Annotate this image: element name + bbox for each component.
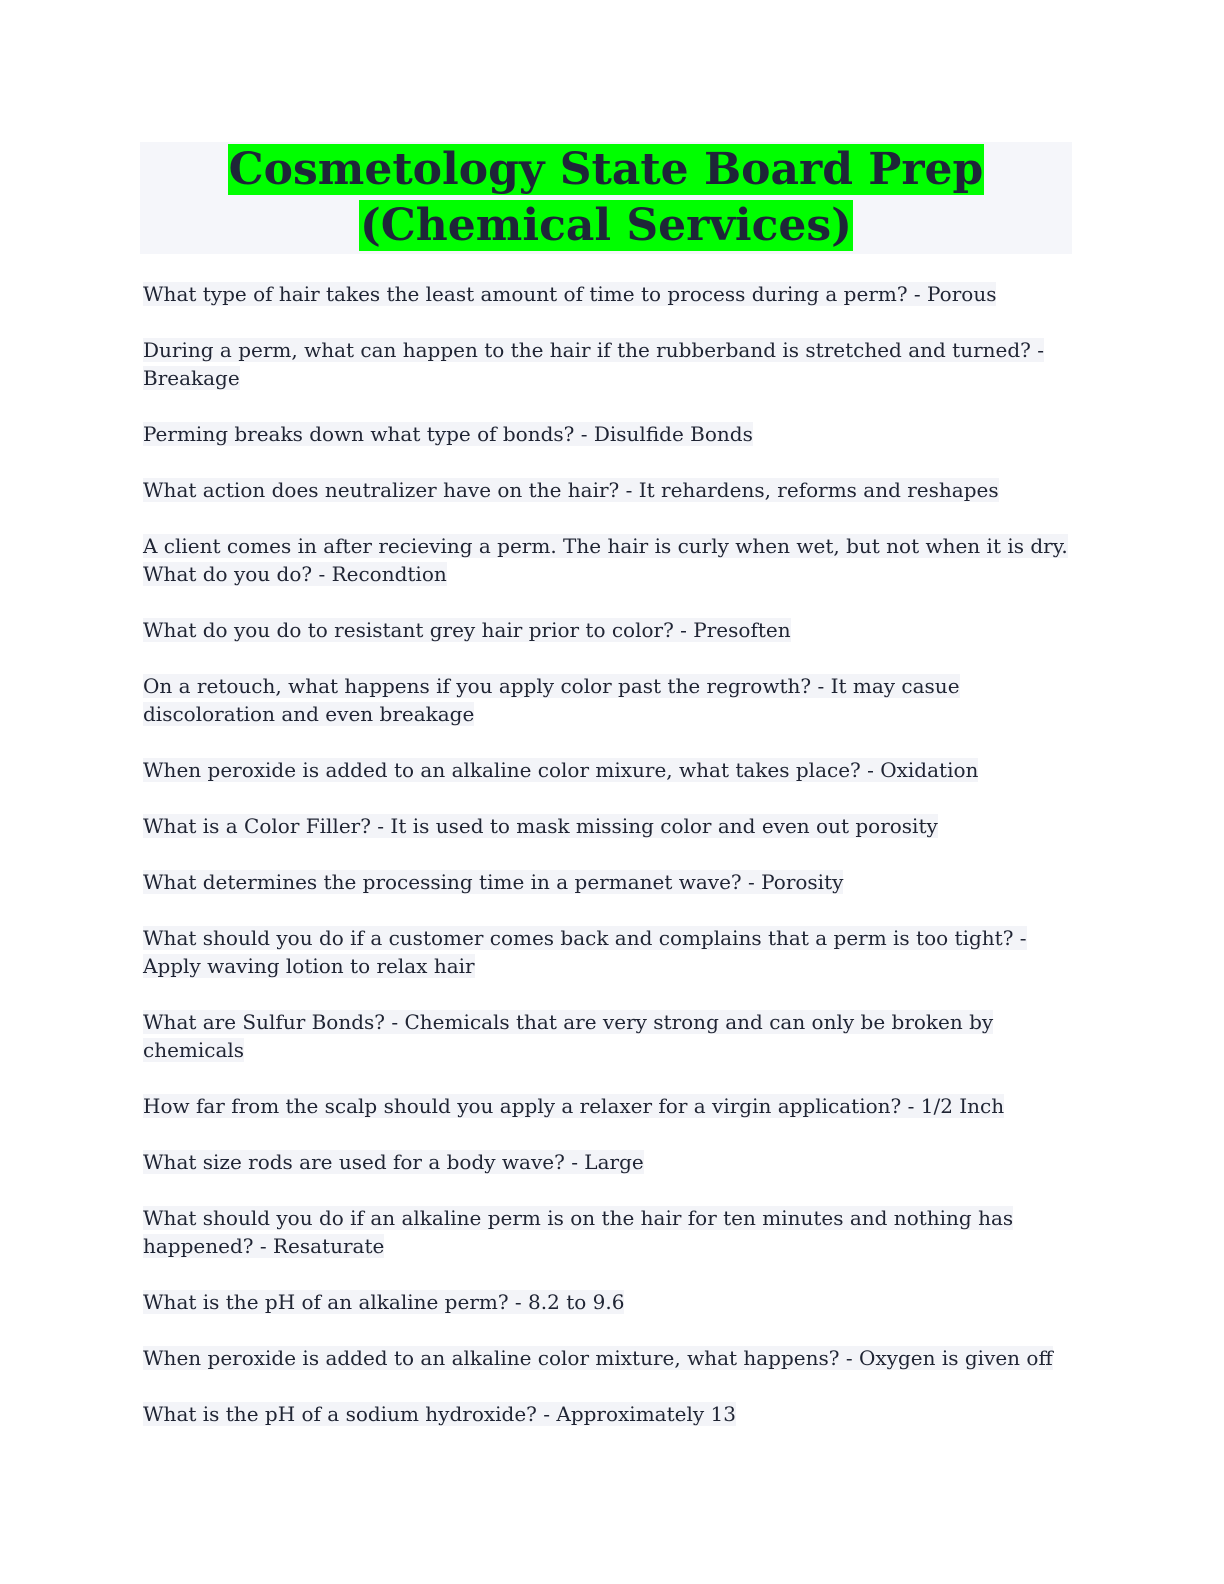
qa-text: A client comes in after recieving a perm. The hair is curly when wet, but not when it is dry. What do you do? - Recondtion: [143, 534, 1068, 586]
qa-item: [143, 476, 1073, 504]
qa-item: [143, 1204, 1073, 1260]
qa-text: What type of hair takes the least amount of time to process during a perm? - Porous: [143, 282, 997, 306]
qa-item: [143, 1400, 1073, 1428]
qa-item: [143, 420, 1073, 448]
qa-item: [143, 1148, 1073, 1176]
qa-item: [143, 1008, 1073, 1064]
qa-text: What is a Color Filler? - It is used to mask missing color and even out porosity: [143, 814, 938, 838]
qa-item: [143, 868, 1073, 896]
qa-item: [143, 924, 1073, 980]
qa-item: [143, 616, 1073, 644]
qa-item: [143, 336, 1073, 392]
qa-text: What is the pH of an alkaline perm? - 8.2 to 9.6: [143, 1290, 625, 1314]
qa-text: What size rods are used for a body wave? - Large: [143, 1150, 644, 1174]
qa-text: What do you do to resistant grey hair prior to color? - Presoften: [143, 618, 791, 642]
qa-item: [143, 280, 1073, 308]
document-title: Cosmetology State Board Prep (Chemical Services): [228, 144, 984, 251]
qa-item: [143, 812, 1073, 840]
qa-text: What action does neutralizer have on the hair? - It rehardens, reforms and reshapes: [143, 478, 999, 502]
qa-text: When peroxide is added to an alkaline color mixture, what happens? - Oxygen is given off: [143, 1346, 1053, 1370]
qa-text: What should you do if a customer comes back and complains that a perm is too tight? - Apply waving lotion to relax hair: [143, 926, 1027, 978]
qa-text: What is the pH of a sodium hydroxide? - Approximately 13: [143, 1402, 736, 1426]
title-block: [140, 142, 1072, 254]
qa-text: How far from the scalp should you apply a relaxer for a virgin application? - 1/2 Inch: [143, 1094, 1005, 1118]
qa-text: During a perm, what can happen to the hair if the rubberband is stretched and turned? - Breakage: [143, 338, 1045, 390]
qa-text: What determines the processing time in a permanet wave? - Porosity: [143, 870, 844, 894]
qa-text: On a retouch, what happens if you apply color past the regrowth? - It may casue discoloration and even breakage: [143, 674, 960, 726]
qa-text: What are Sulfur Bonds? - Chemicals that are very strong and can only be broken by chemicals: [143, 1010, 994, 1062]
qa-item: [143, 756, 1073, 784]
qa-text: Perming breaks down what type of bonds? - Disulfide Bonds: [143, 422, 753, 446]
qa-item: [143, 1092, 1073, 1120]
qa-item: [143, 1344, 1073, 1372]
qa-text: What should you do if an alkaline perm is on the hair for ten minutes and nothing has happened? - Resaturate: [143, 1206, 1014, 1258]
qa-list: [143, 280, 1073, 1456]
qa-text: When peroxide is added to an alkaline color mixure, what takes place? - Oxidation: [143, 758, 979, 782]
qa-item: [143, 532, 1073, 588]
qa-item: [143, 672, 1073, 728]
qa-item: [143, 1288, 1073, 1316]
